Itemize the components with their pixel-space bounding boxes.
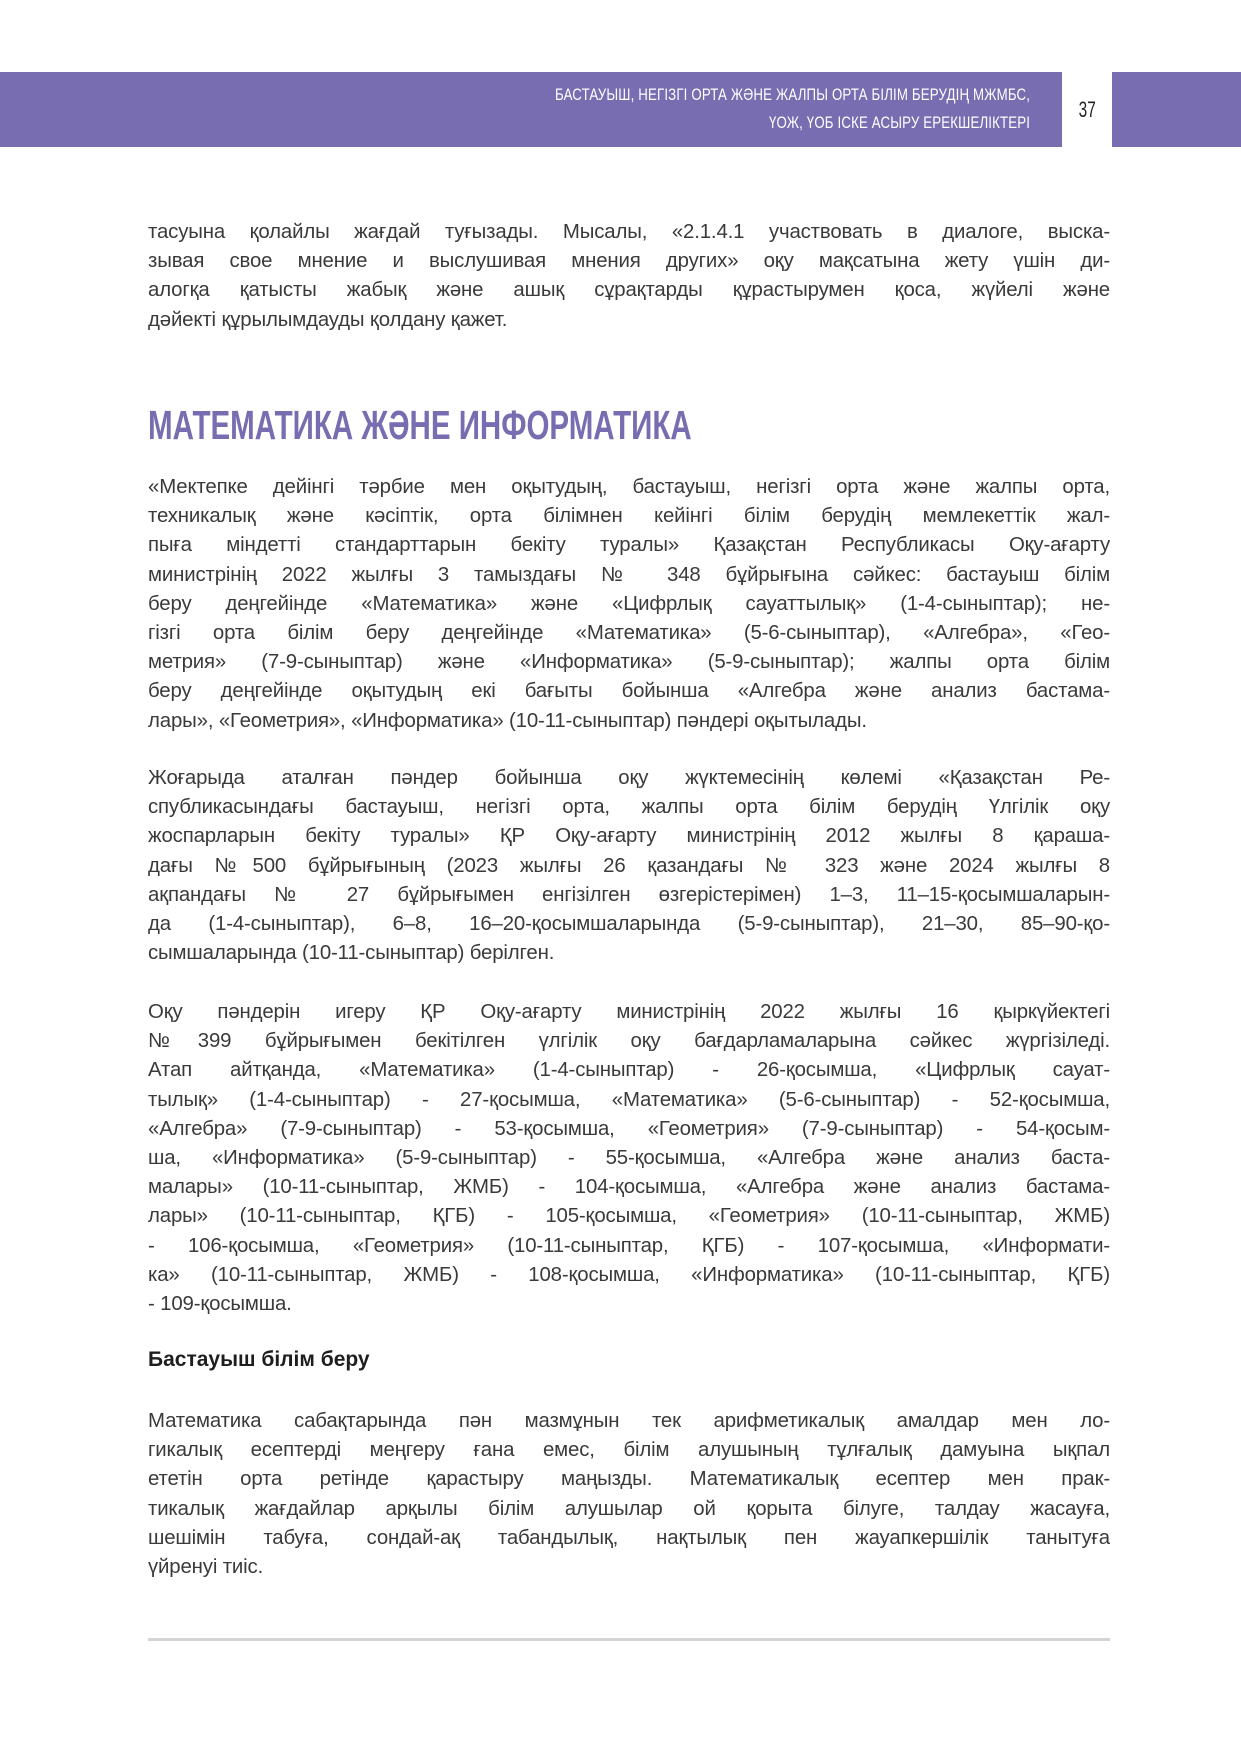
text-line: Атап айтқанда, «Математика» (1-4-сыныптар) - 26-қосымша, «Цифрлық сауат-	[148, 1059, 1110, 1082]
section-paragraph-1	[148, 473, 1110, 736]
section-title: МАТЕМАТИКА ЖӘНЕ ИНФОРМАТИКА	[148, 402, 692, 448]
text-line: тикалық жағдайлар арқылы білім алушылар ой қорыта білуге, талдау жасауға,	[148, 1497, 1110, 1520]
text-line: алогқа қатысты жабық және ашық сұрақтарды құрастырумен қоса, жүйелі және	[148, 279, 1110, 302]
text-line: ка» (10-11-сыныптар, ЖМБ) - 108-қосымша, «Информатика» (10-11-сыныптар, ҚГБ)	[148, 1263, 1110, 1286]
page-number-text: 37	[1078, 96, 1096, 122]
text-line: метрия» (7-9-сыныптар) және «Информатика» (5-9-сыныптар); жалпы орта білім	[148, 651, 1110, 674]
text-line: ететін орта ретінде қарастыру маңызды. Математикалық есептер мен прак-	[148, 1468, 1110, 1491]
text-line: шешімін табуға, сондай-ақ табандылық, нақтылық пен жауапкершілік танытуға	[148, 1526, 1110, 1549]
text-line: пыға міндетті стандарттарын бекіту туралы» Қазақстан Республикасы Оқу-ағарту	[148, 534, 1110, 557]
text-line: беру деңгейінде оқытудың екі бағыты бойынша «Алгебра және анализ бастама-	[148, 680, 1110, 703]
text-line: зывая свое мнение и выслушивая мнения других» оқу мақсатына жету үшін ди-	[148, 250, 1110, 273]
section-paragraph-3	[148, 998, 1110, 1319]
running-header-bar	[0, 72, 1062, 147]
text-line: Математика сабақтарында пән мазмұнын тек арифметикалық амалдар мен ло-	[148, 1410, 1110, 1432]
text-line: лары» (10-11-сыныптар, ҚГБ) - 105-қосымша, «Геометрия» (10-11-сыныптар, ЖМБ)	[148, 1205, 1110, 1228]
text-line: тасуына қолайлы жағдай туғызады. Мысалы, «2.1.4.1 участвовать в диалоге, выска-	[148, 221, 1110, 243]
running-header-line-1: БАСТАУЫШ, НЕГІЗГІ ОРТА ЖӘНЕ ЖАЛПЫ ОРТА БІЛІМ БЕРУДІҢ МЖМБС,	[554, 85, 1030, 104]
text-line: «Мектепке дейінгі тәрбие мен оқытудың, бастауыш, негізгі орта және жалпы орта,	[148, 476, 1110, 498]
text-line: министрінің 2022 жылғы 3 тамыздағы № 348 бұйрығына сәйкес: бастауыш білім	[148, 563, 1110, 586]
intro-paragraph	[148, 218, 1110, 335]
text-line: - 109-қосымша.	[148, 1292, 292, 1315]
footer-divider	[148, 1638, 1110, 1641]
text-line: ша, «Информатика» (5-9-сыныптар) - 55-қосымша, «Алгебра және анализ баста-	[148, 1146, 1110, 1169]
text-line: сымшаларында (10-11-сыныптар) берілген.	[148, 942, 555, 965]
subsection-title: Бастауыш білім беру	[148, 1348, 370, 1371]
running-header-line-2: ҮОЖ, ҮОБ ІСКЕ АСЫРУ ЕРЕКШЕЛІКТЕРІ	[768, 113, 1030, 132]
text-line: лары», «Геометрия», «Информатика» (10-11-сыныптар) пәндері оқытылады.	[148, 709, 867, 732]
text-line: ақпандағы № 27 бұйрығымен енгізілген өзгерістерімен) 1–3, 11–15-қосымшаларын-	[148, 883, 1110, 906]
text-line: «Алгебра» (7-9-сыныптар) - 53-қосымша, «Геометрия» (7-9-сыныптар) - 54-қосым-	[148, 1117, 1110, 1140]
text-line: да (1-4-сыныптар), 6–8, 16–20-қосымшаларында (5-9-сыныптар), 21–30, 85–90-қо-	[148, 912, 1110, 935]
text-line: дәйекті құрылымдауды қолдану қажет.	[148, 308, 508, 331]
text-line: гізгі орта білім беру деңгейінде «Математика» (5-6-сыныптар), «Алгебра», «Гео-	[148, 621, 1110, 644]
text-line: №399 бұйрығымен бекітілген үлгілік оқу бағдарламаларына сәйкес жүргізіледі.	[148, 1030, 1110, 1053]
header-accent-block	[1112, 72, 1241, 147]
text-line: малары» (10-11-сыныптар, ЖМБ) - 104-қосымша, «Алгебра және анализ бастама-	[148, 1176, 1110, 1199]
text-line: - 106-қосымша, «Геометрия» (10-11-сыныптар, ҚГБ) - 107-қосымша, «Информати-	[148, 1234, 1110, 1257]
subsection-paragraph	[148, 1407, 1110, 1582]
running-header-title	[555, 81, 1030, 137]
section-paragraph-2	[148, 764, 1110, 968]
text-line: спубликасындағы бастауыш, негізгі орта, жалпы орта білім берудің Үлгілік оқу	[148, 796, 1110, 819]
page-number	[1062, 72, 1112, 147]
text-line: Оқу пәндерін игеру ҚР Оқу-ағарту министрінің 2022 жылғы 16 қыркүйектегі	[148, 1001, 1110, 1023]
text-line: гикалық есептерді меңгеру ғана емес, білім алушының тұлғалық дамуына ықпал	[148, 1439, 1110, 1462]
text-line: үйренуі тиіс.	[148, 1555, 264, 1578]
text-line: Жоғарыда аталған пәндер бойынша оқу жүктемесінің көлемі «Қазақстан Ре-	[148, 767, 1110, 789]
text-line: дағы №500 бұйрығының (2023 жылғы 26 қазандағы № 323 және 2024 жылғы 8	[148, 854, 1110, 877]
text-line: беру деңгейінде «Математика» және «Цифрлық сауаттылық» (1-4-сыныптар); не-	[148, 592, 1110, 615]
text-line: жоспарларын бекіту туралы» ҚР Оқу-ағарту министрінің 2012 жылғы 8 қараша-	[148, 825, 1110, 848]
text-line: тылық» (1-4-сыныптар) - 27-қосымша, «Математика» (5-6-сыныптар) - 52-қосымша,	[148, 1088, 1110, 1111]
text-line: техникалық және кәсіптік, орта білімнен кейінгі білім берудің мемлекеттік жал-	[148, 505, 1110, 528]
